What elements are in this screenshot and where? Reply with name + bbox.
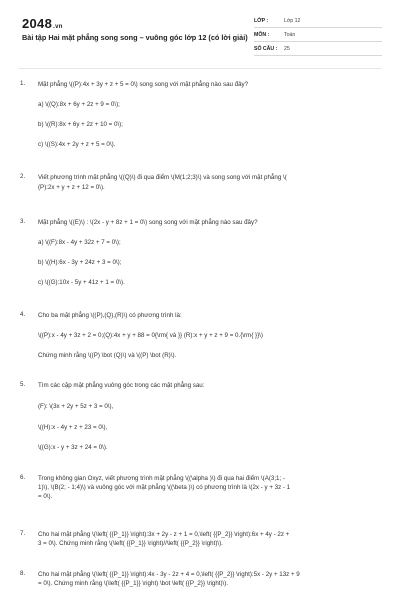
meta-row-class <box>254 14 382 28</box>
plane-g: \((G):x - y + 3z + 24 = 0\). <box>38 444 108 451</box>
header-divider <box>18 68 382 69</box>
question-text-cont: (P):2x + y + z + 12 = 0\). <box>38 184 105 191</box>
site-logo[interactable] <box>22 16 63 31</box>
document-title: Bài tập Hai mặt phẳng song song – vuông góc lớp 12 (có lời giải) <box>22 33 248 42</box>
logo-text: 2048 <box>22 16 53 31</box>
question-text-cont: = 0\). Chứng minh rằng \(\left( {{P_1}} \right) \bot \left( {{P_2}} \right)\). <box>38 580 229 587</box>
question-number: 2. <box>20 173 26 180</box>
question-number: 5. <box>20 381 26 388</box>
question-text: Tìm các cặp mặt phẳng vuông góc trong các mặt phẳng sau: <box>38 382 205 389</box>
meta-row-count <box>254 42 382 56</box>
plane-f: (F): \(3x + 2y + 5z + 3 = 0\), <box>38 403 114 410</box>
document-header <box>0 0 400 66</box>
meta-value: Lớp 12 <box>284 17 301 24</box>
question-number: 8. <box>20 570 26 577</box>
plane-h: \((H):x - 4y + z + 23 = 0\), <box>38 424 108 431</box>
option-a: a) \((F):8x - 4y + 32z + 7 = 0\); <box>38 239 121 246</box>
logo-suffix: .vn <box>53 24 63 30</box>
option-c: c) \((G):10x - 5y + 41z + 1 = 0\). <box>38 279 125 286</box>
question-text: Mặt phẳng \((E)\) : \(2x - y + 8z + 1 = 0\) song song với mặt phẳng nào sau đây? <box>38 219 258 226</box>
meta-value: 25 <box>284 45 290 52</box>
question-text-cont: 1)\), \(B(2; - 1;4)\) và vuông góc với mặt phẳng \((\beta )\) có phương trình là \(2x - y + 3z - 1 <box>38 484 291 491</box>
option-c: c) \((S):4x + 2y + z + 5 = 0\). <box>38 141 116 148</box>
meta-key: SỐ CÂU : <box>254 45 278 52</box>
question-number: 3. <box>20 218 26 225</box>
meta-key: MÔN : <box>254 31 270 38</box>
prove-line: Chứng minh rằng \((P) \bot (Q)\) và \((P) \bot (R)\). <box>38 352 177 359</box>
question-number: 1. <box>20 80 26 87</box>
meta-row-subject <box>254 28 382 42</box>
option-b: b) \((H):6x - 3y + 24z + 3 = 0\); <box>38 259 122 266</box>
question-text: Mặt phẳng \((P):4x + 3y + z + 5 = 0\) song song với mặt phẳng nào sau đây? <box>38 81 249 88</box>
option-b: b) \((R):8x + 6y + 2z + 10 = 0\); <box>38 121 123 128</box>
question-number: 7. <box>20 530 26 537</box>
question-text: Viết phương trình mặt phẳng \((Q)\) đi qua điểm \(M(1;2;3)\) và song song với mặt phẳng \( <box>38 174 287 181</box>
question-text: Trong không gian Oxyz, viết phương trình mặt phẳng \((\alpha )\) đi qua hai điểm \(A(3;1; - <box>38 475 285 482</box>
document-meta <box>254 14 382 56</box>
meta-key: LỚP : <box>254 17 269 24</box>
question-text-end: = 0\). <box>38 493 53 500</box>
equations-line: \((P):x - 4y + 3z + 2 = 0;(Q):4x + y + 88 = 0{\rm{ và }} (R):x + y + z + 9 = 0.{\rm{ }}\) <box>38 332 263 339</box>
option-a: a) \((Q):8x + 6y + 2z + 9 = 0\); <box>38 101 120 108</box>
meta-value: Toán <box>284 31 296 38</box>
question-text: Cho hai mặt phẳng \(\left( {{P_1}} \right):4x - 3y - 2z + 4 = 0,\left( {{P_2}} \right):5x - 2y + 13z + 9 <box>38 571 300 578</box>
question-text: Cho ba mặt phẳng \((P),(Q),(R)\) có phương trình là: <box>38 312 182 319</box>
question-number: 4. <box>20 311 26 318</box>
question-text: Cho hai mặt phẳng \(\left( {{P_1}} \right):3x + 2y - z + 1 = 0,\left( {{P_2}} \right):6x + 4y - 2z + <box>38 531 290 538</box>
question-number: 6. <box>20 474 26 481</box>
question-text-cont: 3 = 0\). Chứng minh rằng \(\left( {{P_1}} \right)//\left( {{P_2}} \right)\). <box>38 540 223 547</box>
